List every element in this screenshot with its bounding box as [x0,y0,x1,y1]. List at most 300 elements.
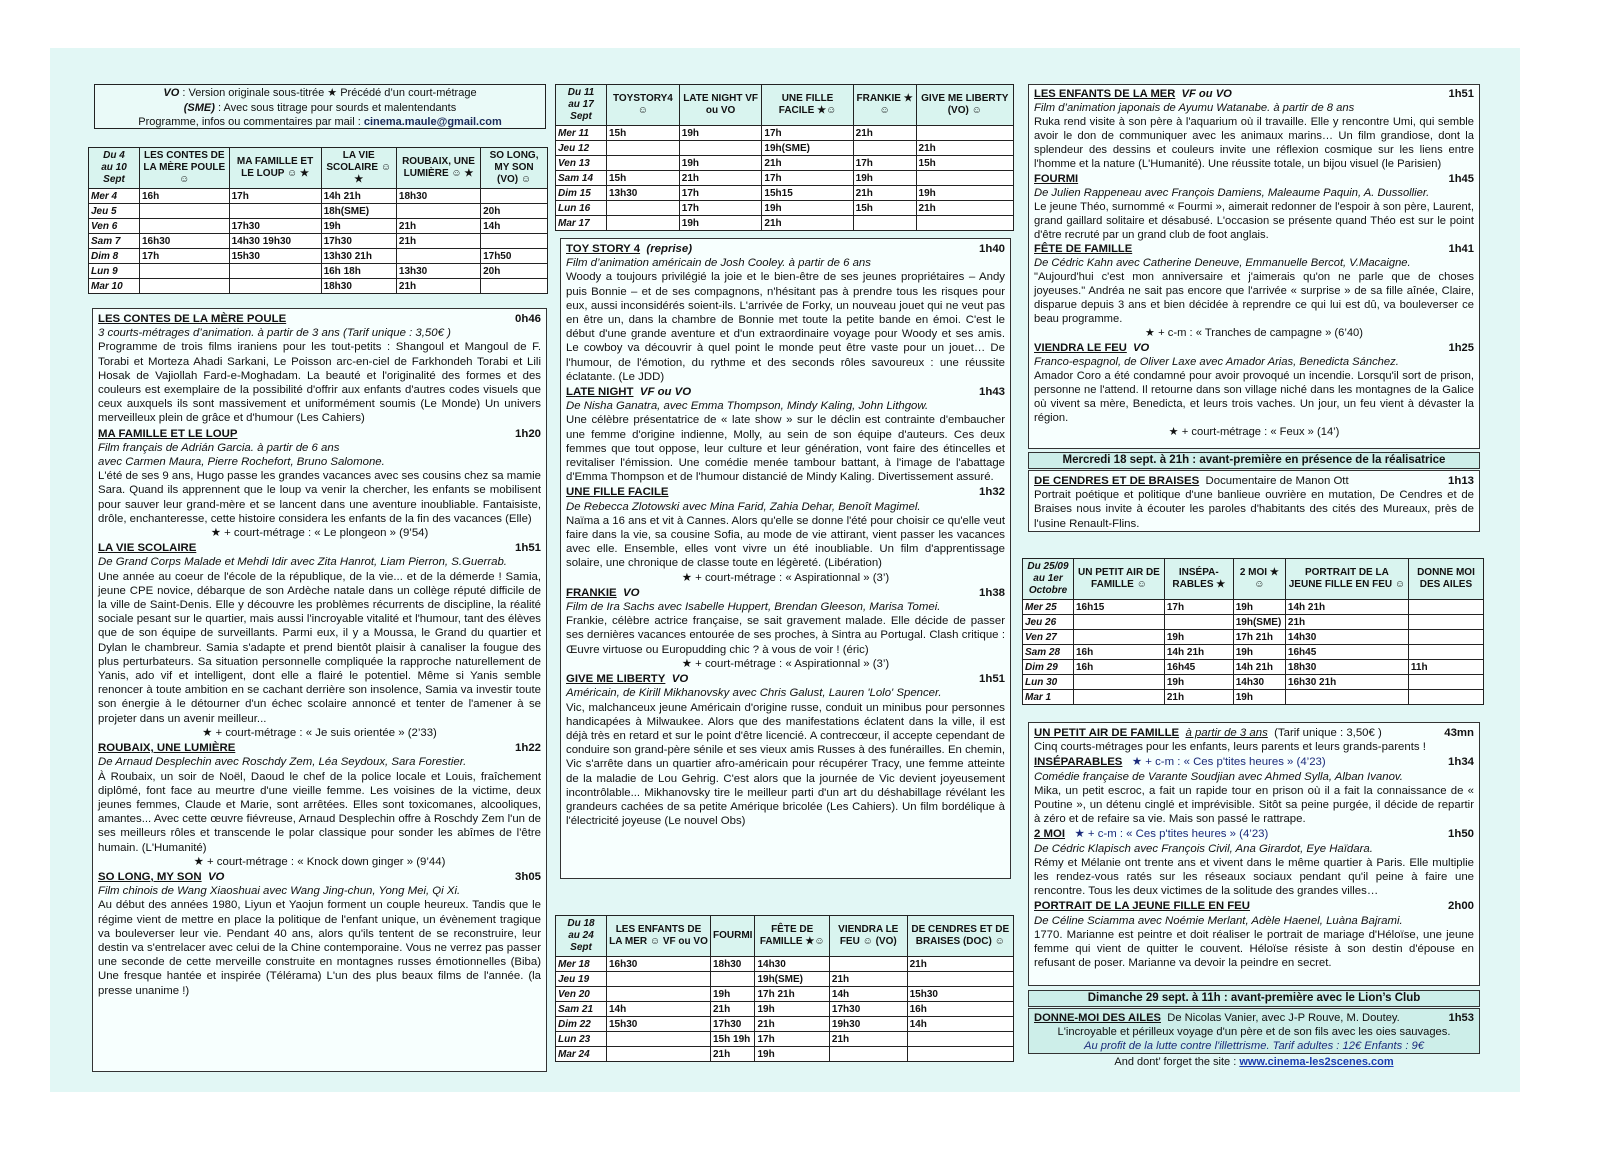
film-header-line [566,672,1005,686]
week-label: Du 18 au 24 Sept [556,916,607,957]
film-duration: 1h25 [1448,342,1474,355]
film-entry [98,312,541,426]
showtime-cell: 16h [1074,660,1165,675]
vo-label: VO [163,87,180,99]
showtime-cell: 14h 21h [321,189,396,204]
film-synopsis: Une année au coeur de l'école de la république, de la vie... et de la démerde ! Samia, jeune CPE novice, débarque de son Ardèche natale dans un collège réputé difficile de la ville de Saint-Denis. Elle y découvre les problèmes récurrents de discipline, la réalité sociale pesant sur le quartier, mais aussi l'incroyable vitalité et l'humour, tant des élèves que de son équipe de surveillants. Parmi eux, il y a Moussa, le Grand du quartier et Dylan le chambreur. Samia s'adapte et prend bientôt plaisir à canaliser la fougue des plus perturbateurs. Sa situation personnelle compliquée la rapproche naturellement de Yanis, ado vif et intelligent, dont elle a flairé le potentiel. Même si Yanis semble renoncer à toute ambition en se cachant derrière son insolence, Samia va investir toute son énergie à le détourner d'un échec scolaire annoncé et tenter de l'amener à se projeter dans un avenir meilleur... [98,570,541,725]
film-header: PORTRAIT DE LA JEUNE FILLE EN FEU ☺ [1285,559,1408,600]
film-header: FÊTE DE FAMILLE ★☺ [755,916,829,957]
schedule-row [89,249,548,264]
film-synopsis: Une célèbre présentatrice de « late show » sur le déclin est contrainte d'embaucher une femme d'origine indienne, Molly, au sein de son équipe d'auteurs. Ces deux femmes que tout oppose, leur culture et leur génération, vont faire des étincelles et revitaliser l'émission. Une comédie menée tambour battant, à l'image de l'abattage d'Emma Thompson et de l'humour distancié de Mindy Kaling. Divertissement assuré. [566,414,1005,484]
showtime-cell: 21h [829,972,907,987]
schedule-week-1 [88,147,548,294]
film-title: GIVE ME LIBERTY [566,673,666,686]
premiere-2-text: L'incroyable et périlleux voyage d'un père et de son fils avec les oies sauvages. [1057,1025,1451,1038]
showtime-cell: 18h30 [1285,660,1408,675]
showtime-cell: 14h 21h [1233,660,1285,675]
showtime-cell: 21h [1164,690,1233,705]
film-header: LES ENFANTS DE LA MER ☺ VF ou VO [607,916,711,957]
film-header-line [1034,726,1474,740]
film-synopsis: À Roubaix, un soir de Noël, Daoud le chef de la police locale et Louis, fraîchement diplômé, font face au meurtre d'une vieille femme. Les voisines de la victime, deux jeunes femmes, Claude et Marie, sont arrêtées. Elles sont toxicomanes, alcooliques, amantes... Avec cette œuvre fiévreuse, Arnaud Desplechin offre à Roschdy Zem l'un de ses meilleurs rôles et transcende le polar classique pour sonder les abîmes de l'être humain. (L'Humanité) [98,770,541,854]
showtime-cell [607,216,680,231]
film-credit: Américain, de Kirill Mikhanovsky avec Chris Galust, Lauren 'Lolo' Spencer. [566,687,942,700]
showtime-cell: 14h [607,1002,711,1017]
showtime-cell: 21h [829,1032,907,1047]
day-cell: Jeu 26 [1023,615,1074,630]
showtime-cell: 21h [853,186,916,201]
premiere-banner-2: Dimanche 29 sept. à 11h : avant-première avec le Lion’s Club [1028,990,1480,1007]
schedule-week-3 [555,915,1014,1062]
showtime-cell: 19h [711,987,755,1002]
film-duration: 1h34 [1448,756,1474,769]
showtime-cell [853,141,916,156]
film-credit: Comédie française de Varante Soudjian avec Ahmed Sylla, Alban Ivanov. [1034,770,1403,783]
film-title: UN PETIT AIR DE FAMILLE [1034,727,1180,739]
day-cell: Lun 16 [556,201,607,216]
film-header: GIVE ME LIBERTY (VO) ☺ [916,85,1013,126]
short-film-note: ★ + c-m : « Ces p'tites heures » (4’23) [1131,756,1326,769]
showtime-cell: 19h [762,201,853,216]
film-entry [98,541,541,740]
short-film-note: ★ + court-métrage : « Feux » (14’) [1168,425,1340,438]
showtime-cell: 21h [755,1017,829,1032]
showtime-cell: 19h [853,171,916,186]
film-duration: 1h41 [1448,243,1474,256]
film-title: FÊTE DE FAMILLE [1034,243,1133,256]
day-cell: Sam 14 [556,171,607,186]
showtime-cell: 21h [396,234,480,249]
film-entry [1034,755,1474,826]
day-cell: Lun 9 [89,264,140,279]
website-link[interactable]: www.cinema-les2scenes.com [1239,1056,1394,1068]
showtime-cell: 16h30 [607,957,711,972]
premiere-2-note: Au profit de la lutte contre l'illettrisme. Tarif adultes : 12€ Enfants : 9€ [1083,1039,1424,1052]
showtime-cell: 17h [853,156,916,171]
showtime-cell: 15h15 [762,186,853,201]
showtime-cell: 16h45 [1164,660,1233,675]
showtime-cell [1408,645,1483,660]
film-title: ROUBAIX, UNE LUMIÈRE [98,742,236,755]
showtime-cell: 18h30 [711,957,755,972]
film-header-line [1034,342,1474,356]
legend-line-3 [95,115,545,130]
vo-text: : Version originale sous-titrée [179,87,328,99]
film-duration: 43mn [1444,727,1474,739]
showtime-cell [607,1032,711,1047]
film-credit: Film de Ira Sachs avec Isabelle Huppert, Brendan Gleeson, Marisa Tomei. [566,601,941,614]
film-credit: Film d’animation américain de Josh Cooley. à partir de 6 ans [566,257,871,270]
day-cell: Mer 4 [89,189,140,204]
film-title: TOY STORY 4 [566,243,641,255]
film-list-column-3-bottom [1028,722,1480,986]
showtime-cell [679,141,762,156]
showtime-cell: 15h30 [229,249,321,264]
showtime-cell: 17h [679,201,762,216]
showtime-cell: 14h [829,987,907,1002]
film-entry [98,741,541,869]
showtime-cell: 17h30 [321,234,396,249]
star-text: ★ Précédé d’un court-métrage [327,87,477,99]
day-cell: Ven 6 [89,219,140,234]
schedule-row [556,126,1014,141]
schedule-week-4 [1022,558,1484,705]
film-title: LES ENFANTS DE LA MER [1034,88,1176,100]
film-header-line [566,485,1005,499]
film-age: à partir de 3 ans [1185,727,1268,739]
showtime-cell: 19h [755,1002,829,1017]
contact-email[interactable]: cinema.maule@gmail.com [363,116,502,128]
day-cell: Mer 11 [556,126,607,141]
showtime-cell [607,201,680,216]
schedule-row [556,1032,1014,1047]
short-film-note: ★ + court-métrage : « Knock down ginger » (9’44) [193,855,446,868]
film-entry [566,672,1005,828]
film-duration: 1h38 [979,586,1005,599]
film-tag: VF ou VO [1181,88,1232,100]
showtime-cell: 21h [679,171,762,186]
film-header-line [566,385,1005,399]
film-header: DONNE MOI DES AILES [1408,559,1483,600]
premiere-2-title: DONNE-MOI DES AILES [1034,1012,1162,1024]
showtime-cell: 17h [762,171,853,186]
schedule-week-2 [555,84,1014,231]
film-header: FRANKIE ★☺ [853,85,916,126]
film-entry [1034,827,1474,898]
film-header-line [1034,827,1474,841]
film-header: ROUBAIX, UNE LUMIÈRE ☺ ★ [396,148,480,189]
footer-text: And dont’ forget the site : [1114,1056,1240,1068]
film-tarif: (Tarif unique : 3,50€ ) [1274,727,1382,739]
film-header-line [1034,173,1474,187]
showtime-cell: 11h [1408,660,1483,675]
showtime-cell: 13h30 [607,186,680,201]
film-synopsis: Programme de trois films iraniens pour les tout-petits : Shangoul et Mangoul de F. Torabi et Morteza Ahadi Sarkani, Le Poisson arc-en-ciel de Farkhondeh Torabi et Lili Hosak de Vajiollah Fard-e-Moghadam. La beauté et l'originalité des formes et des couleurs est exemplaire de la possibilité d'offrir aux enfants d'autres codes visuels que ceux auxquels ils sont massivement et uniformément soumis (Le Monde) Un univers merveilleux plein de grâce et d'humour (Les Cahiers) [98,341,541,425]
film-header-line [1034,88,1474,102]
premiere-2-header [1034,1012,1474,1026]
film-credit: Film français de Adrián Garcia. à partir de 6 ans avec Carmen Maura, Pierre Rochefort, Bruno Salomone. [98,441,385,469]
film-entry [1034,899,1474,970]
film-duration: 1h40 [979,243,1005,255]
showtime-cell: 18h30 [396,189,480,204]
showtime-cell [607,987,711,1002]
schedule-row [1023,615,1484,630]
footer [1028,1056,1480,1068]
film-synopsis: Frankie, célèbre actrice française, se sait gravement malade. Elle décide de passer ses dernières vacances entourée de ses proches, à Sintra au Portugal. Clash critique : Œuvre virtuose ou Europudding chic ? à vous de voir ! (éric) [566,615,1005,656]
film-header: UN PETIT AIR DE FAMILLE ☺ [1074,559,1165,600]
showtime-cell: 19h(SME) [762,141,853,156]
film-entry [1034,726,1474,754]
schedule-row [89,219,548,234]
film-entry [566,385,1005,484]
film-synopsis: "Aujourd'hui c'est mon anniversaire et j'aimerais qu'on ne parle que de choses joyeuses." Andréa ne sait pas encore que l'arrivée « surprise » de sa fille aînée, Claire, disparue depuis 3 ans et bien décidée à reprendre ce qui lui est dû, va bouleverser ce beau programme. [1034,271,1474,326]
schedule-row [89,189,548,204]
day-cell: Lun 30 [1023,675,1074,690]
film-credit: De Céline Sciamma avec Noémie Merlant, Adèle Haenel, Luàna Bajrami. [1034,914,1403,927]
showtime-cell: 19h [1164,630,1233,645]
schedule-row [556,972,1014,987]
film-list-column-3-top [1028,84,1480,449]
film-title: LA VIE SCOLAIRE [98,542,197,555]
film-entry [566,586,1005,671]
film-title: INSÉPARABLES [1034,756,1123,769]
film-header: LES CONTES DE LA MÈRE POULE ☺ [140,148,230,189]
film-duration: 1h45 [1448,172,1474,185]
film-tag: VF ou VO [639,386,692,399]
day-cell: Ven 13 [556,156,607,171]
film-header-line [1034,243,1474,257]
showtime-cell: 21h [711,1002,755,1017]
short-film-note: ★ + c-m : « Ces p'tites heures » (4’23) [1074,828,1269,841]
showtime-cell: 14h30 [1233,675,1285,690]
showtime-cell [1074,630,1165,645]
legend-box [94,84,546,129]
film-entry [1034,342,1474,440]
week-label: Du 11 au 17 Sept [556,85,607,126]
showtime-cell: 17h30 [711,1017,755,1032]
film-credit: Franco-espagnol, de Oliver Laxe avec Amador Arias, Benedicta Sánchez. [1034,356,1399,369]
showtime-cell: 14h [481,219,548,234]
showtime-cell: 14h [907,1017,1013,1032]
showtime-cell: 16h30 21h [1285,675,1408,690]
showtime-cell: 16h45 [1285,645,1408,660]
day-cell: Mar 10 [89,279,140,294]
film-entry [566,485,1005,584]
showtime-cell: 16h15 [1074,600,1165,615]
film-entry [98,427,541,541]
showtime-cell: 19h [1164,675,1233,690]
short-film-note: ★ + c-m : « Tranches de campagne » (6’40) [1144,327,1364,340]
premiere-1-text: Portrait poétique et politique d'une banlieue ouvrière en mutation, De Cendres et de Braises nous invite à écouter les paroles d'habitants des cités des Mureaux, près de l'usine Renault-Flins. [1034,489,1474,530]
showtime-cell: 19h30 [829,1017,907,1032]
showtime-cell [140,264,230,279]
film-entry [1034,243,1474,341]
schedule-row [556,957,1014,972]
day-cell: Dim 29 [1023,660,1074,675]
showtime-cell [396,204,480,219]
showtime-cell: 19h [1233,600,1285,615]
showtime-cell: 13h30 21h [321,249,396,264]
showtime-cell: 13h30 [396,264,480,279]
schedule-row [556,1047,1014,1062]
film-header-line [98,427,541,441]
schedule-row [1023,645,1484,660]
showtime-cell: 21h [711,1047,755,1062]
showtime-cell: 15h [916,156,1013,171]
showtime-cell: 16h [907,1002,1013,1017]
showtime-cell: 21h [916,201,1013,216]
film-credit: Film d’animation japonais de Ayumu Watanabe. à partir de 8 ans [1034,101,1355,114]
schedule-row [556,216,1014,231]
film-header: LA VIE SCOLAIRE ☺ ★ [321,148,396,189]
contact-text: Programme, infos ou commentaires par mail : [138,116,364,128]
showtime-cell: 16h [140,189,230,204]
showtime-cell [607,156,680,171]
sme-label: (SME) [183,101,215,114]
showtime-cell [907,1032,1013,1047]
day-cell: Dim 15 [556,186,607,201]
day-cell: Ven 20 [556,987,607,1002]
showtime-cell: 17h30 [229,219,321,234]
showtime-cell: 17h [762,126,853,141]
showtime-cell [140,279,230,294]
showtime-cell [140,219,230,234]
showtime-cell: 17h [679,186,762,201]
showtime-cell [1408,630,1483,645]
showtime-cell [1074,615,1165,630]
showtime-cell: 15h30 [907,987,1013,1002]
day-cell: Mar 17 [556,216,607,231]
day-cell: Dim 8 [89,249,140,264]
showtime-cell [1074,690,1165,705]
premiere-banner-1: Mercredi 18 sept. à 21h : avant-première en présence de la réalisatrice [1028,452,1480,469]
showtime-cell: 21h [762,216,853,231]
day-cell: Lun 23 [556,1032,607,1047]
showtime-cell: 14h30 [1285,630,1408,645]
showtime-cell: 17h [755,1032,829,1047]
film-title: UNE FILLE FACILE [566,486,669,499]
film-header: UNE FILLE FACILE ★☺ [762,85,853,126]
premiere-2-duration: 1h53 [1448,1012,1474,1024]
showtime-cell: 19h [1233,645,1285,660]
film-duration: 1h51 [1448,88,1474,100]
film-entry [566,242,1005,384]
day-cell: Sam 28 [1023,645,1074,660]
schedule-row [556,1002,1014,1017]
showtime-cell: 17h 21h [755,987,829,1002]
film-header-line [1034,899,1474,913]
showtime-cell [607,141,680,156]
showtime-cell: 20h [481,264,548,279]
showtime-cell: 15h [607,171,680,186]
film-list-column-1 [92,308,547,1072]
day-cell: Sam 21 [556,1002,607,1017]
film-duration: 1h20 [515,427,541,440]
showtime-cell: 19h(SME) [755,972,829,987]
film-title: LATE NIGHT [566,386,634,399]
film-entry [1034,88,1474,172]
film-synopsis: Ruka rend visite à son père à l'aquarium où il travaille. Elle y rencontre Umi, qui semble avoir le don de communiquer avec les animaux marins… Un film grandiose, dont la splendeur des dessins et couleurs invite une réflexion cosmique sur les liens entre l'homme et la nature (L'Humanité). Une réussite totale, un bijou visuel (le Parisien) [1034,115,1474,170]
film-duration: 1h43 [979,386,1005,399]
showtime-cell: 19h [321,219,396,234]
schedule-row [556,987,1014,1002]
film-synopsis: Au début des années 1980, Liyun et Yaojun forment un couple heureux. Tandis que le régime vient de mettre en place la politique de l'enfant unique, un évènement tragique va bouleverser leur vie. Pendant 40 ans, alors qu'ils tentent de se reconstruire, leur destin va s'entrelacer avec celui de la Chine contemporaine. Vous ne verrez pas passer une seconde de cette merveille construite en montagnes russes émotionnelles (Biba) Une fresque hantée et inspirée (Télérama) L'un des plus beaux films de l'année. (la presse unanime !) [98,899,541,997]
showtime-cell [1285,690,1408,705]
legend-line-1 [95,86,545,101]
film-credit: De Cédric Kahn avec Catherine Deneuve, Emmanuelle Bercot, V.Macaigne. [1034,257,1411,270]
showtime-cell: 17h [1164,600,1233,615]
showtime-cell [1164,615,1233,630]
film-header-line [98,870,541,884]
showtime-cell: 15h30 [607,1017,711,1032]
showtime-cell [907,972,1013,987]
schedule-row [556,1017,1014,1032]
showtime-cell [1408,615,1483,630]
showtime-cell: 17h [229,189,321,204]
film-header-line [566,586,1005,600]
schedule-row [1023,675,1484,690]
showtime-cell: 19h [679,216,762,231]
showtime-cell [916,216,1013,231]
film-title: LES CONTES DE LA MÈRE POULE [98,313,287,325]
film-synopsis: Vic, malchanceux jeune Américain d'origine russe, conduit un minibus pour personnes handicapées à Milwaukee. Alors que des manifestations éclatent dans la ville, il est déjà très en retard et sur le point d'être licencié. A contrecœur, il accepte cependant de conduire son grand-père sénile et ses vieux amis Russes à des funérailles. En chemin, Vic s'arrête dans un quartier afro-américain pour récupérer Tracy, une femme atteinte de la maladie de Lou Gehrig. C'est alors que la journée de Vic devient joyeusement incontrôlable... Mikhanovsky tire le meilleur parti d'un art du déshabillage révélant les grandeurs cachées de sa petite Amérique bricolée (Les Cahiers). Un film bordélique à l'électricité joyeuse (Le nouvel Obs) [566,701,1005,828]
week-label: Du 4 au 10 Sept [89,148,140,189]
film-credit: De Rebecca Zlotowski avec Mina Farid, Zahia Dehar, Benoît Magimel. [566,500,921,513]
showtime-cell: 15h [853,201,916,216]
film-synopsis: Cinq courts-métrages pour les enfants, leurs parents et leurs grands-parents ! [1034,741,1426,754]
day-cell: Jeu 19 [556,972,607,987]
film-title: PORTRAIT DE LA JEUNE FILLE EN FEU [1034,900,1251,913]
film-entry [98,870,541,998]
film-credit: De Arnaud Desplechin avec Roschdy Zem, Léa Seydoux, Sara Forestier. [98,756,467,769]
film-tag: VO [207,870,225,883]
showtime-cell: 19h [916,186,1013,201]
schedule-row [89,234,548,249]
showtime-cell: 21h [762,156,853,171]
film-header: LATE NIGHT VF ou VO [679,85,762,126]
showtime-cell: 15h 19h [711,1032,755,1047]
film-credit: De Julien Rappeneau avec François Damiens, Maleaume Paquin, A. Dussollier. [1034,186,1430,199]
schedule-row [556,141,1014,156]
showtime-cell: 21h [396,219,480,234]
film-header: VIENDRA LE FEU ☺ (VO) [829,916,907,957]
premiere-2-credit: De Nicolas Vanier, avec J-P Rouve, M. Doutey. [1167,1012,1400,1024]
showtime-cell [1408,675,1483,690]
film-credit: De Nisha Ganatra, avec Emma Thompson, Mindy Kaling, John Lithgow. [566,400,929,413]
film-header: SO LONG, MY SON (VO) ☺ [481,148,548,189]
day-cell: Mar 1 [1023,690,1074,705]
film-synopsis: Mika, un petit escroc, a fait un rapide tour en prison où il a fait la connaissance de « Poutine », un détenu cinglé et imprévisible. Sitôt sa peine purgée, il décide de repartir à zéro et de refaire sa vie. Mais son passé le rattrape. [1034,784,1474,826]
schedule-row [556,171,1014,186]
premiere-box-2 [1028,1008,1480,1054]
film-synopsis: Le jeune Théo, surnommé « Fourmi », aimerait redonner de l'espoir à son père, Laurent, grand gaillard solitaire et désabusé. L'occasion se présente quand Théo est sur le point d'être recruté par un grand club de foot anglais. [1034,200,1474,241]
showtime-cell [396,249,480,264]
showtime-cell: 14h 21h [1285,600,1408,615]
premiere-1-duration: 1h13 [1448,475,1474,487]
day-cell: Dim 22 [556,1017,607,1032]
showtime-cell [1408,600,1483,615]
showtime-cell: 21h [396,279,480,294]
film-header: INSÉPA-RABLES ★ [1164,559,1233,600]
schedule-row [556,156,1014,171]
film-title: FOURMI [1034,172,1079,185]
showtime-cell: 14h 21h [1164,645,1233,660]
day-cell: Sam 7 [89,234,140,249]
film-title: VIENDRA LE FEU [1034,342,1127,355]
film-credit: De Cédric Klapisch avec François Civil, Ana Girardot, Eye Haïdara. [1034,842,1373,855]
day-cell: Mer 25 [1023,600,1074,615]
film-synopsis: Amador Coro a été condamné pour avoir provoqué un incendie. Lorsqu'il sort de prison, personne ne l'attend. Il retourne dans son village niché dans les montagnes de la Galice où vivent sa mère, Benedicta, et leurs trois vaches. Un jour, un feu vient à dévaster la région. [1034,370,1474,424]
film-synopsis: L'été de ses 9 ans, Hugo passe les grandes vacances avec ses cousins chez sa mamie Sara. Quand ils apprennent que le loup va venir la chercher, les enfants se mobilisent pour sauver leur grand-mère et se lancent dans une aventure inoubliable. Fantaisiste, drôle, enchanteresse, cette histoire considera les enfants de la fin des vacances (Elle) [98,470,541,525]
film-tag: (reprise) [646,243,693,255]
film-tag: VO [1133,342,1150,355]
film-credit: De Grand Corps Malade et Mehdi Idir avec Zita Hanrot, Liam Pierron, S.Guerrab. [98,556,507,569]
showtime-cell [607,1047,711,1062]
showtime-cell: 17h50 [481,249,548,264]
film-tag: VO [671,673,689,686]
showtime-cell: 16h [1074,645,1165,660]
schedule-row [89,279,548,294]
showtime-cell: 19h [679,126,762,141]
day-cell: Jeu 12 [556,141,607,156]
showtime-cell: 19h [679,156,762,171]
schedule-row [1023,690,1484,705]
film-header-line [98,741,541,755]
week-label: Du 25/09 au 1er Octobre [1023,559,1074,600]
premiere-1-title: DE CENDRES ET DE BRAISES [1034,475,1200,487]
showtime-cell [229,204,321,219]
premiere-box-1 [1028,470,1480,532]
schedule-row [1023,600,1484,615]
